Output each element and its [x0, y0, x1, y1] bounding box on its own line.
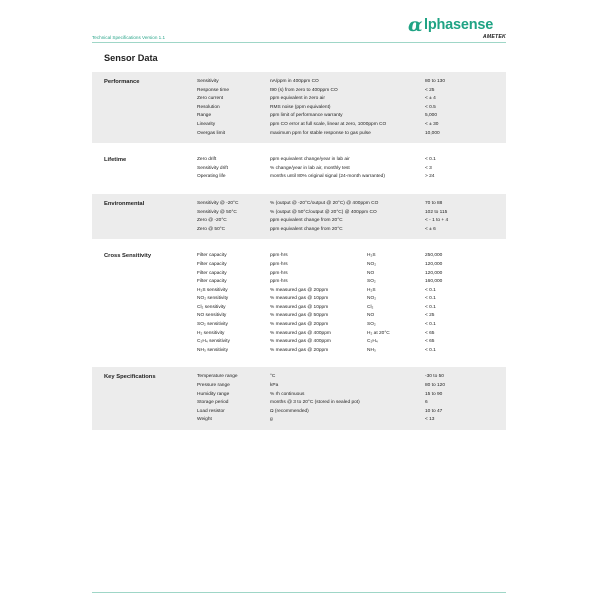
spec-group — [92, 72, 506, 143]
value-cell: < 0.1 — [425, 287, 436, 293]
param-cell: H₂ sensitivity — [197, 330, 225, 336]
value-cell: > 24 — [425, 174, 435, 180]
gas-cell: SO₂ — [367, 279, 376, 285]
gas-cell: NO₂ — [367, 296, 377, 302]
spec-row — [92, 391, 506, 400]
spec-row — [92, 408, 506, 417]
gas-cell: Cl₂ — [367, 304, 374, 310]
value-cell: 5,000 — [425, 113, 438, 119]
condition-cell: % (output @ -20°C/output @ 20°C) @ 400ppm CO — [270, 200, 379, 206]
spec-row — [92, 104, 506, 113]
param-cell: Sensitivity drift — [197, 165, 228, 171]
logo-wordmark: lphasense — [424, 17, 494, 33]
spec-row — [92, 130, 506, 139]
spec-row — [92, 226, 506, 235]
alphasense-logo — [408, 14, 508, 42]
gas-cell: H₂S — [367, 287, 376, 293]
condition-cell: % (output @ 50°C/output @ 20°C) @ 400ppm CO — [270, 209, 377, 215]
value-cell: 10,000 — [425, 130, 440, 136]
gas-cell: NO — [367, 313, 375, 319]
gas-cell: NH₃ — [367, 347, 376, 353]
param-cell: Zero current — [197, 96, 224, 102]
value-cell: 120,000 — [425, 261, 443, 267]
spec-row — [92, 112, 506, 121]
gas-cell: H₂ at 20°C — [367, 330, 390, 336]
param-cell: Filter capacity — [197, 261, 227, 267]
condition-cell: % measured gas @ 20ppm — [270, 322, 329, 328]
param-cell: Resolution — [197, 104, 220, 110]
spec-row — [92, 165, 506, 174]
value-cell: 6 — [425, 400, 428, 406]
group-label: Key Specifications — [104, 374, 156, 381]
value-cell: < ± 4 — [425, 96, 436, 102]
condition-cell: °C — [270, 374, 276, 380]
param-cell: Overgas limit — [197, 130, 225, 136]
spec-row — [92, 209, 506, 218]
group-label: Cross Sensitivity — [104, 253, 152, 260]
value-cell: < ± 30 — [425, 121, 439, 127]
param-cell: Storage period — [197, 400, 229, 406]
value-cell: 80 to 120 — [425, 383, 446, 389]
header-rule — [92, 42, 506, 43]
value-cell: < 0.5 — [425, 104, 436, 110]
spec-row — [92, 261, 506, 270]
logo-alpha-mark: α — [408, 14, 423, 36]
value-cell: 70 to 88 — [425, 200, 443, 206]
value-cell: 102 to 115 — [425, 209, 448, 215]
condition-cell: % measured gas @ 20ppm — [270, 287, 329, 293]
condition-cell: ppm equivalent change from 20°C — [270, 226, 343, 232]
value-cell: < 25 — [425, 87, 435, 93]
param-cell: C₂H₄ sensitivity — [197, 339, 230, 345]
param-cell: NH₃ sensitivity — [197, 347, 229, 353]
condition-cell: % change/year in lab air, monthly test — [270, 165, 350, 171]
spec-row — [92, 330, 506, 339]
param-cell: Temperature range — [197, 374, 238, 380]
spec-row — [92, 252, 506, 261]
spec-row — [92, 347, 506, 356]
condition-cell: g — [270, 417, 273, 423]
value-cell: -30 to 50 — [425, 374, 444, 380]
condition-cell: % measured gas @ 400ppm — [270, 330, 331, 336]
group-label: Lifetime — [104, 157, 127, 164]
param-cell: Operating life — [197, 174, 226, 180]
gas-cell: NO₂ — [367, 261, 377, 267]
spec-row — [92, 270, 506, 279]
param-cell: Zero drift — [197, 157, 217, 163]
value-cell: < 65 — [425, 330, 435, 336]
param-cell: Humidity range — [197, 391, 230, 397]
param-cell: Weight — [197, 417, 212, 423]
param-cell: Filter capacity — [197, 253, 227, 259]
spec-row — [92, 338, 506, 347]
spec-group — [92, 246, 506, 360]
spec-row — [92, 382, 506, 391]
param-cell: Sensitivity @ 50°C — [197, 209, 237, 215]
param-cell: Linearity — [197, 121, 216, 127]
value-cell: < 0.1 — [425, 157, 436, 163]
param-cell: Zero @ -20°C — [197, 218, 227, 224]
condition-cell: ppm equivalent in zero air — [270, 96, 325, 102]
condition-cell: % measured gas @ 400ppm — [270, 339, 331, 345]
value-cell: 160,000 — [425, 279, 443, 285]
spec-row — [92, 87, 506, 96]
footer-rule — [92, 592, 506, 593]
spec-row — [92, 304, 506, 313]
param-cell: SO₂ sensitivity — [197, 322, 228, 328]
condition-cell: % measured gas @ 10ppm — [270, 296, 329, 302]
condition-cell: ppm·hrs — [270, 261, 288, 267]
param-cell: Pressure range — [197, 383, 230, 389]
spec-row — [92, 321, 506, 330]
value-cell: 15 to 90 — [425, 391, 443, 397]
value-cell: < 0.1 — [425, 296, 436, 302]
spec-group — [92, 194, 506, 239]
param-cell: Cl₂ sensitivity — [197, 304, 226, 310]
param-cell: NO sensitivity — [197, 313, 227, 319]
condition-cell: ppm CO error at full scale, linear at zero, 1000ppm CO — [270, 121, 387, 127]
spec-row — [92, 287, 506, 296]
spec-row — [92, 121, 506, 130]
condition-cell: months @ 3 to 20°C (stored in sealed pot) — [270, 400, 360, 406]
condition-cell: ppm limit of performance warranty — [270, 113, 343, 119]
section-title: Sensor Data — [104, 53, 158, 63]
spec-row — [92, 78, 506, 87]
value-cell: 80 to 130 — [425, 79, 446, 84]
spec-row — [92, 295, 506, 304]
spec-row — [92, 416, 506, 425]
condition-cell: nA/ppm in 400ppm CO — [270, 79, 319, 84]
value-cell: 120,000 — [425, 270, 443, 276]
gas-cell: H₂S — [367, 253, 376, 259]
value-cell: < 0.1 — [425, 322, 436, 328]
param-cell: Load resistor — [197, 408, 225, 414]
spec-row — [92, 278, 506, 287]
value-cell: < 25 — [425, 313, 435, 319]
condition-cell: kPa — [270, 383, 279, 389]
group-label: Environmental — [104, 200, 145, 207]
sensor-data-table — [92, 72, 506, 437]
spec-row — [92, 217, 506, 226]
value-cell: < 13 — [425, 417, 435, 423]
spec-group — [92, 367, 506, 430]
condition-cell: t90 (s) from zero to 400ppm CO — [270, 87, 338, 93]
param-cell: Zero @ 50°C — [197, 226, 226, 232]
condition-cell: % rh continuous — [270, 391, 305, 397]
param-cell: Sensitivity — [197, 79, 219, 84]
gas-cell: SO₂ — [367, 322, 376, 328]
param-cell: Filter capacity — [197, 270, 227, 276]
condition-cell: ppm·hrs — [270, 279, 288, 285]
param-cell: NO₂ sensitivity — [197, 296, 229, 302]
condition-cell: ppm equivalent change/year in lab air — [270, 157, 350, 163]
condition-cell: % measured gas @ 10ppm — [270, 304, 329, 310]
condition-cell: RMS noise (ppm equivalent) — [270, 104, 331, 110]
condition-cell: ppm·hrs — [270, 253, 288, 259]
param-cell: Sensitivity @ -20°C — [197, 200, 239, 206]
condition-cell: maximum ppm for stable response to gas pulse — [270, 130, 371, 136]
gas-cell: C₂H₄ — [367, 339, 378, 345]
value-cell: < 0.1 — [425, 304, 436, 310]
spec-row — [92, 312, 506, 321]
condition-cell: Ω (recommended) — [270, 408, 309, 414]
param-cell: Range — [197, 113, 212, 119]
condition-cell: months until 80% original signal (24-month warranted) — [270, 174, 385, 180]
gas-cell: NO — [367, 270, 375, 276]
condition-cell: % measured gas @ 50ppm — [270, 313, 329, 319]
param-cell: Filter capacity — [197, 279, 227, 285]
value-cell: < 3 — [425, 165, 432, 171]
group-label: Performance — [104, 79, 140, 85]
spec-group — [92, 150, 506, 187]
document-title: Technical Specifications Version 1.1 — [92, 35, 166, 40]
spec-row — [92, 373, 506, 382]
value-cell: < ± 6 — [425, 226, 436, 232]
spec-row — [92, 173, 506, 182]
value-cell: < 0.1 — [425, 347, 436, 353]
spec-row — [92, 200, 506, 209]
condition-cell: ppm equivalent change from 20°C — [270, 218, 343, 224]
spec-row — [92, 156, 506, 165]
condition-cell: % measured gas @ 20ppm — [270, 347, 329, 353]
value-cell: < 65 — [425, 339, 435, 345]
value-cell: 250,000 — [425, 253, 443, 259]
logo-ametek: AMETEK — [482, 34, 506, 40]
param-cell: Response time — [197, 87, 229, 93]
value-cell: < - 1 to + 4 — [425, 218, 449, 224]
spec-row — [92, 399, 506, 408]
spec-row — [92, 95, 506, 104]
value-cell: 10 to 47 — [425, 408, 443, 414]
condition-cell: ppm·hrs — [270, 270, 288, 276]
param-cell: H₂S sensitivity — [197, 287, 228, 293]
